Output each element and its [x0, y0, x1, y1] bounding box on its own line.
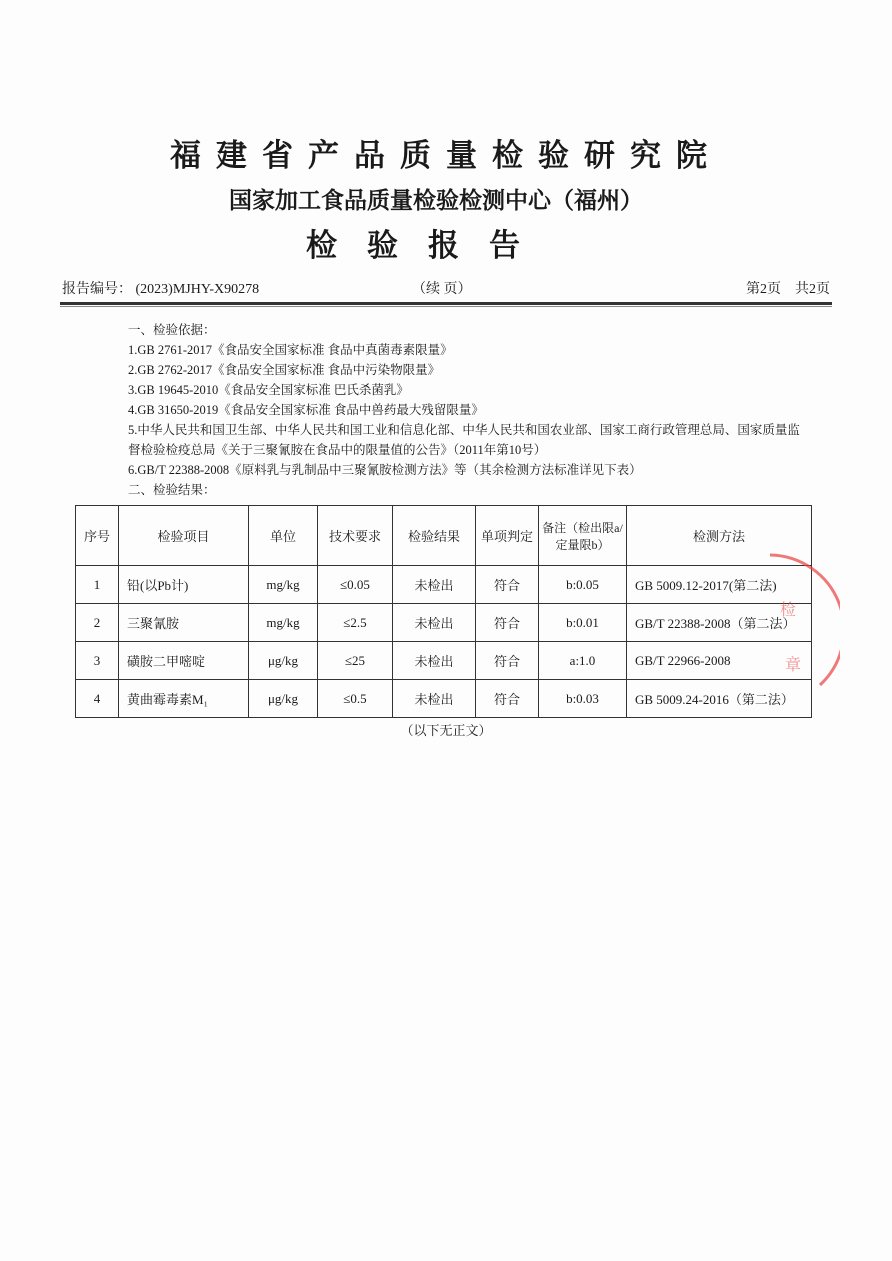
- basis-item: 2.GB 2762-2017《食品安全国家标准 食品中污染物限量》: [128, 363, 441, 377]
- table-cell: 3: [76, 642, 119, 680]
- divider: [60, 302, 832, 305]
- table-cell: 未检出: [393, 680, 476, 718]
- table-cell: 铅(以Pb计): [119, 566, 249, 604]
- table-cell: mg/kg: [249, 566, 318, 604]
- basis-item: 5.中华人民共和国卫生部、中华人民共和国工业和信息化部、中华人民共和国农业部、国家工商行政管理总局、国家质量监督检验检疫总局《关于三聚氰胺在食品中的限量值的公告》（2011年第10号）: [128, 423, 800, 457]
- table-cell: 2: [76, 604, 119, 642]
- seal-mark: 检: [780, 600, 797, 619]
- basis-section: [128, 320, 808, 500]
- table-cell: 符合: [476, 680, 539, 718]
- col-header: 序号: [76, 506, 119, 566]
- col-header: 检验结果: [393, 506, 476, 566]
- table-cell: 4: [76, 680, 119, 718]
- table-cell: ≤25: [318, 642, 393, 680]
- table-cell: 未检出: [393, 566, 476, 604]
- results-table: [75, 505, 812, 718]
- table-cell: 未检出: [393, 642, 476, 680]
- divider: [60, 306, 832, 307]
- table-cell: 符合: [476, 566, 539, 604]
- table-row: [76, 604, 812, 642]
- table-cell: b:0.05: [539, 566, 627, 604]
- table-cell: mg/kg: [249, 604, 318, 642]
- end-note: （以下无正文）: [400, 723, 492, 738]
- table-cell: a:1.0: [539, 642, 627, 680]
- table-row: [76, 642, 812, 680]
- table-cell: 1: [76, 566, 119, 604]
- table-cell: ≤0.05: [318, 566, 393, 604]
- basis-item: 6.GB/T 22388-2008《原料乳与乳制品中三聚氰胺检测方法》等（其余检测方法标准详见下表）: [128, 463, 642, 477]
- results-heading: 二、检验结果：: [128, 483, 216, 497]
- table-cell: 三聚氰胺: [119, 604, 249, 642]
- table-cell: GB/T 22388-2008（第二法）: [627, 604, 812, 642]
- basis-item: 3.GB 19645-2010《食品安全国家标准 巴氏杀菌乳》: [128, 383, 409, 397]
- col-header: 检测方法: [627, 506, 812, 566]
- center-name: 国家加工食品质量检验检测中心（福州）: [229, 187, 643, 214]
- official-seal: [740, 545, 840, 705]
- table-cell: 黄曲霉毒素M₁: [119, 680, 249, 718]
- report-number-value: (2023)MJHY-X90278: [135, 282, 260, 297]
- table-cell: 磺胺二甲嘧啶: [119, 642, 249, 680]
- page-number: 第2页 共2页: [746, 282, 830, 297]
- table-cell: μg/kg: [249, 680, 318, 718]
- report-number-label: 报告编号：: [62, 282, 132, 297]
- table-row: [76, 680, 812, 718]
- col-header: 备注（检出限a/定量限b）: [539, 506, 627, 566]
- basis-item: 4.GB 31650-2019《食品安全国家标准 食品中兽药最大残留限量》: [128, 403, 484, 417]
- table-header-row: [76, 506, 812, 566]
- table-cell: b:0.03: [539, 680, 627, 718]
- report-number: [62, 278, 259, 298]
- col-header: 单项判定: [476, 506, 539, 566]
- table-row: [76, 566, 812, 604]
- seal-mark: 章: [785, 655, 802, 674]
- basis-item: 1.GB 2761-2017《食品安全国家标准 食品中真菌毒素限量》: [128, 343, 453, 357]
- report-title: 检验报告: [306, 228, 550, 264]
- table-cell: 符合: [476, 604, 539, 642]
- col-header: 技术要求: [318, 506, 393, 566]
- institute-name: 福建省产品质量检验研究院: [170, 138, 722, 174]
- table-cell: b:0.01: [539, 604, 627, 642]
- table-cell: GB 5009.24-2016（第二法）: [627, 680, 812, 718]
- col-header: 检验项目: [119, 506, 249, 566]
- table-cell: ≤2.5: [318, 604, 393, 642]
- table-cell: GB/T 22966-2008: [627, 642, 812, 680]
- table-cell: ≤0.5: [318, 680, 393, 718]
- continued-label: （续 页）: [412, 282, 472, 297]
- col-header: 单位: [249, 506, 318, 566]
- table-cell: 符合: [476, 642, 539, 680]
- table-cell: GB 5009.12-2017(第二法): [627, 566, 812, 604]
- table-cell: μg/kg: [249, 642, 318, 680]
- basis-heading: 一、检验依据：: [128, 323, 216, 337]
- table-cell: 未检出: [393, 604, 476, 642]
